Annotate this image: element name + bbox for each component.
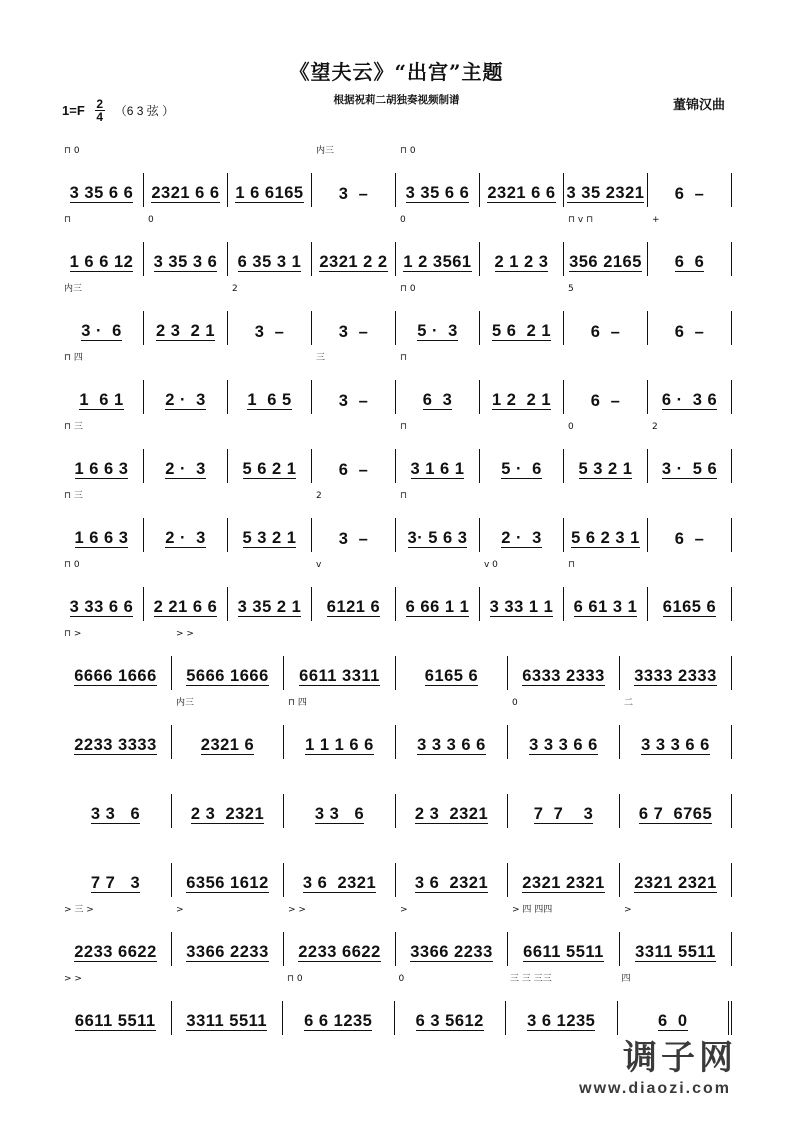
measure-notes: 6666 1666 [74,667,157,685]
performance-marks: ⊓ [64,215,72,225]
measure-notes: 2321 2321 [522,874,605,892]
measure [563,518,647,552]
measure-notes: 6 · 3 6 [661,391,718,409]
measure-notes: 2 3 2 1 [155,322,216,340]
performance-marks: ⊓ 0 [400,284,416,294]
performance-marks: ⊓ 四 [64,353,83,363]
measure [647,380,732,414]
measure [283,863,395,897]
measure [311,242,395,276]
measure-notes: 3 – [254,323,285,341]
measure-notes: 6 3 [422,391,453,409]
measure-notes: 1 2 2 1 [491,391,552,409]
performance-marks: > 四 四四 [512,905,553,915]
measure [647,215,732,276]
measure-notes: 6 – [590,392,621,410]
measure-notes: 6 – [338,461,369,479]
measure [311,311,395,345]
measure [171,698,283,759]
measure-notes: 356 2165 [569,253,642,271]
performance-marks: ⊓ 0 [64,146,80,156]
measure [395,905,507,966]
measure [60,560,143,621]
measure [394,974,506,1035]
performance-marks: ⊓ [400,353,408,363]
performance-marks: 四 [621,974,631,984]
measure-notes: 3 35 3 6 [153,253,218,271]
measure-notes: 2 · 3 [501,529,542,547]
measure-notes: 3 1 6 1 [410,460,465,478]
measure-notes: 6356 1612 [186,874,269,892]
performance-marks: ⊓ [568,560,576,570]
performance-marks: > > [64,974,82,984]
performance-marks: ⊓ [400,422,408,432]
performance-marks: > [176,905,184,915]
performance-marks: 三 三 三三 [510,974,552,984]
measure-notes: 3 6 1235 [527,1012,596,1030]
key-label: 1=F [62,103,85,118]
measure-notes: 3366 2233 [410,943,493,961]
measure-notes: 6611 5511 [74,1012,156,1030]
measure [283,698,395,759]
measure-notes: 3 35 2321 [566,184,645,202]
performance-marks: > [624,905,632,915]
measure [311,491,395,552]
measure [227,242,311,276]
measure [171,1001,283,1035]
measure [171,794,283,828]
measure-notes: 5 6 2 3 1 [571,529,640,547]
performance-marks: > > [176,629,194,639]
measure-notes: 2 · 3 [165,460,206,478]
measure [647,587,732,621]
measure-notes: 3 3 6 [90,805,141,823]
measure [143,380,227,414]
measure [395,725,507,759]
measure [647,173,732,207]
measure [143,215,227,276]
measure-notes: 6 35 3 1 [237,253,302,271]
measure-notes: 1 6 5 [247,391,292,409]
measure-notes: 2 · 3 [165,391,206,409]
measure [60,974,171,1035]
score-subtitle: 根据祝莉二胡独奏视频制谱 [333,94,460,106]
score-line [60,207,732,276]
time-top: 2 [96,97,104,111]
measure-notes: 5 · 6 [501,460,542,478]
performance-marks: + [652,215,660,225]
watermark-logo: 调子网 [623,1038,737,1078]
score-line [60,138,732,207]
performance-marks: v [316,560,322,570]
measure [507,905,619,966]
measure [60,725,171,759]
performance-marks: 0 [568,422,574,432]
measure-notes: 1 6 6165 [235,184,304,202]
measure [479,560,563,621]
measure [227,449,311,483]
performance-marks: ⊓ 三 [64,491,83,501]
performance-marks: ⊓ 0 [287,974,303,984]
measure-notes: 6611 5511 [523,943,604,961]
measure-notes: 3 33 1 1 [489,598,554,616]
score-line [60,552,732,621]
measure-notes: 5 3 2 1 [578,460,633,478]
measure-notes: 6611 3311 [299,667,380,685]
measure-notes: 3 – [338,530,369,548]
performance-marks: 二 [624,698,634,708]
measure-notes: 6 7 6765 [638,805,713,823]
measure-notes: 3311 5511 [186,1012,268,1030]
measure-notes: 3 – [338,392,369,410]
time-signature [95,98,105,123]
measure [507,656,619,690]
performance-marks: > [400,905,408,915]
performance-marks: 0 [148,215,154,225]
measure [619,656,732,690]
measure [311,449,395,483]
measure [60,284,143,345]
measure [619,698,732,759]
measure-notes: 2321 6 6 [487,184,556,202]
measure-notes: 2321 2 2 [319,253,388,271]
measure [479,518,563,552]
score-line [60,966,732,1035]
measure-notes: 5 3 2 1 [242,529,297,547]
measure-notes: 6 6 [674,253,705,271]
measure-notes: 2 3 2321 [414,805,489,823]
score-line [60,690,732,759]
performance-marks: > 三 > [64,905,94,915]
measure-notes: 3 3 3 6 6 [641,736,710,754]
score-body [60,138,732,1035]
measure [395,491,479,552]
measure [60,794,171,828]
score-line [60,828,732,897]
measure-notes: 2321 6 [200,736,255,754]
performance-marks: 内三 [316,146,335,156]
measure-notes: 2233 6622 [298,943,381,961]
measure [395,587,479,621]
measure [505,974,617,1035]
measure-notes: 3 · 6 [81,322,122,340]
measure-notes: 6 – [674,185,705,203]
measure [395,863,507,897]
measure-notes: 6 3 5612 [415,1012,484,1030]
measure [647,311,732,345]
measure [171,905,283,966]
performance-marks: ⊓ 三 [64,422,83,432]
measure-notes: 2321 2321 [634,874,717,892]
composer-credit: 董锦汉曲 [672,98,725,113]
tuning-note: （6 3 弦 ） [114,104,175,118]
measure [479,242,563,276]
measure [619,905,732,966]
measure [60,629,171,690]
measure [563,215,647,276]
measure [143,587,227,621]
measure-notes: 3· 5 6 3 [407,529,468,547]
measure [227,173,311,207]
measure [171,629,283,690]
measure [479,380,563,414]
score-line [60,897,732,966]
measure-notes: 6165 6 [662,598,717,616]
measure [143,311,227,345]
measure-notes: 6 61 3 1 [573,598,638,616]
measure-notes: 7 7 3 [90,874,141,892]
measure-notes: 3 35 6 6 [69,184,134,202]
performance-marks: 2 [232,284,238,294]
measure-notes: 2 3 2321 [190,805,265,823]
time-bottom: 4 [96,110,104,124]
score-line [60,759,732,828]
measure [60,422,143,483]
measure-notes: 6 – [674,530,705,548]
measure-notes: 1 6 6 3 [74,529,129,547]
performance-marks: ⊓ > [64,629,82,639]
measure [479,173,563,207]
score-line [60,483,732,552]
measure [60,215,143,276]
measure [507,698,619,759]
score-title: 《望夫云》“出宫”主题 [289,60,504,84]
measure [311,560,395,621]
measure [60,905,171,966]
measure [227,380,311,414]
score-line [60,621,732,690]
performance-marks: ⊓ 四 [288,698,307,708]
measure [563,173,647,207]
measure [283,656,395,690]
score-line [60,276,732,345]
measure-notes: 6165 6 [424,667,479,685]
measure-notes: 2233 3333 [74,736,157,754]
measure [283,794,395,828]
measure [60,863,171,897]
measure [283,905,395,966]
measure-notes: 1 6 6 12 [69,253,134,271]
measure-notes: 2 · 3 [165,529,206,547]
performance-marks: ⊓ 0 [64,560,80,570]
measure [563,560,647,621]
measure-notes: 5 6 2 1 [242,460,297,478]
measure [227,518,311,552]
measure-notes: 6 6 1235 [304,1012,373,1030]
performance-marks: ⊓ v ⊓ [568,215,594,225]
performance-marks: 内三 [176,698,195,708]
measure [60,491,143,552]
performance-marks: 2 [316,491,322,501]
performance-marks: 0 [512,698,518,708]
measure-notes: 3 6 2321 [414,874,489,892]
measure-notes: 1 2 3561 [403,253,472,271]
measure [395,146,479,207]
score-line [60,345,732,414]
measure [60,353,143,414]
measure-notes: 6333 2333 [522,667,605,685]
measure [563,422,647,483]
measure-notes: 3 35 2 1 [237,598,302,616]
measure [507,863,619,897]
measure-notes: 3366 2233 [186,943,269,961]
measure-notes: 1 6 6 3 [74,460,129,478]
measure [171,863,283,897]
measure [395,656,507,690]
performance-marks: 三 [316,353,326,363]
measure-notes: 5666 1666 [186,667,269,685]
performance-marks: 0 [398,974,405,984]
measure-notes: 6 66 1 1 [405,598,470,616]
measure [227,587,311,621]
measure [563,284,647,345]
measure [395,284,479,345]
measure-notes: 6 – [590,323,621,341]
measure [619,794,732,828]
measure [479,311,563,345]
measure-notes: 6 – [674,323,705,341]
measure-notes: 3 3 3 6 6 [529,736,598,754]
measure-notes: 3 33 6 6 [69,598,134,616]
measure-notes: 5 6 2 1 [491,322,552,340]
measure [282,974,394,1035]
measure [311,353,395,414]
measure-notes: 2233 6622 [74,943,157,961]
measure-notes: 3 3 3 6 6 [417,736,486,754]
measure [143,518,227,552]
performance-marks: 内三 [64,284,83,294]
measure-notes: 3 35 6 6 [405,184,470,202]
measure-notes: 6 0 [657,1012,688,1030]
performance-marks: 2 [652,422,658,432]
performance-marks: v 0 [484,560,498,570]
measure [227,284,311,345]
measure-notes: 3 – [338,323,369,341]
measure-notes: 2 21 6 6 [153,598,218,616]
measure-notes: 5 · 3 [417,322,458,340]
measure [395,215,479,276]
measure-notes: 3 – [338,185,369,203]
performance-marks: > > [288,905,306,915]
measure [311,146,395,207]
measure [395,794,507,828]
measure [143,173,227,207]
measure [563,380,647,414]
measure [143,449,227,483]
performance-marks: ⊓ 0 [400,146,416,156]
measure [647,422,732,483]
measure-notes: 2 1 2 3 [494,253,549,271]
measure-notes: 3311 5511 [635,943,716,961]
performance-marks: 0 [400,215,406,225]
performance-marks: ⊓ [400,491,408,501]
measure-notes: 3333 2333 [634,667,717,685]
measure-notes: 1 1 1 6 6 [305,736,374,754]
measure [60,146,143,207]
measure-notes: 6121 6 [326,598,381,616]
performance-marks: 5 [568,284,574,294]
measure [479,449,563,483]
measure-notes: 3 6 2321 [302,874,377,892]
measure-notes: 7 7 3 [533,805,594,823]
measure [395,353,479,414]
measure [647,518,732,552]
measure [619,863,732,897]
measure-notes: 3 · 5 6 [661,460,718,478]
measure-notes: 2321 6 6 [151,184,220,202]
key-signature [62,98,174,123]
measure [507,794,619,828]
measure-notes: 1 6 1 [79,391,124,409]
watermark-url: www.diaozi.com [579,1080,731,1097]
score-line [60,414,732,483]
measure-notes: 3 3 6 [314,805,365,823]
measure [395,422,479,483]
